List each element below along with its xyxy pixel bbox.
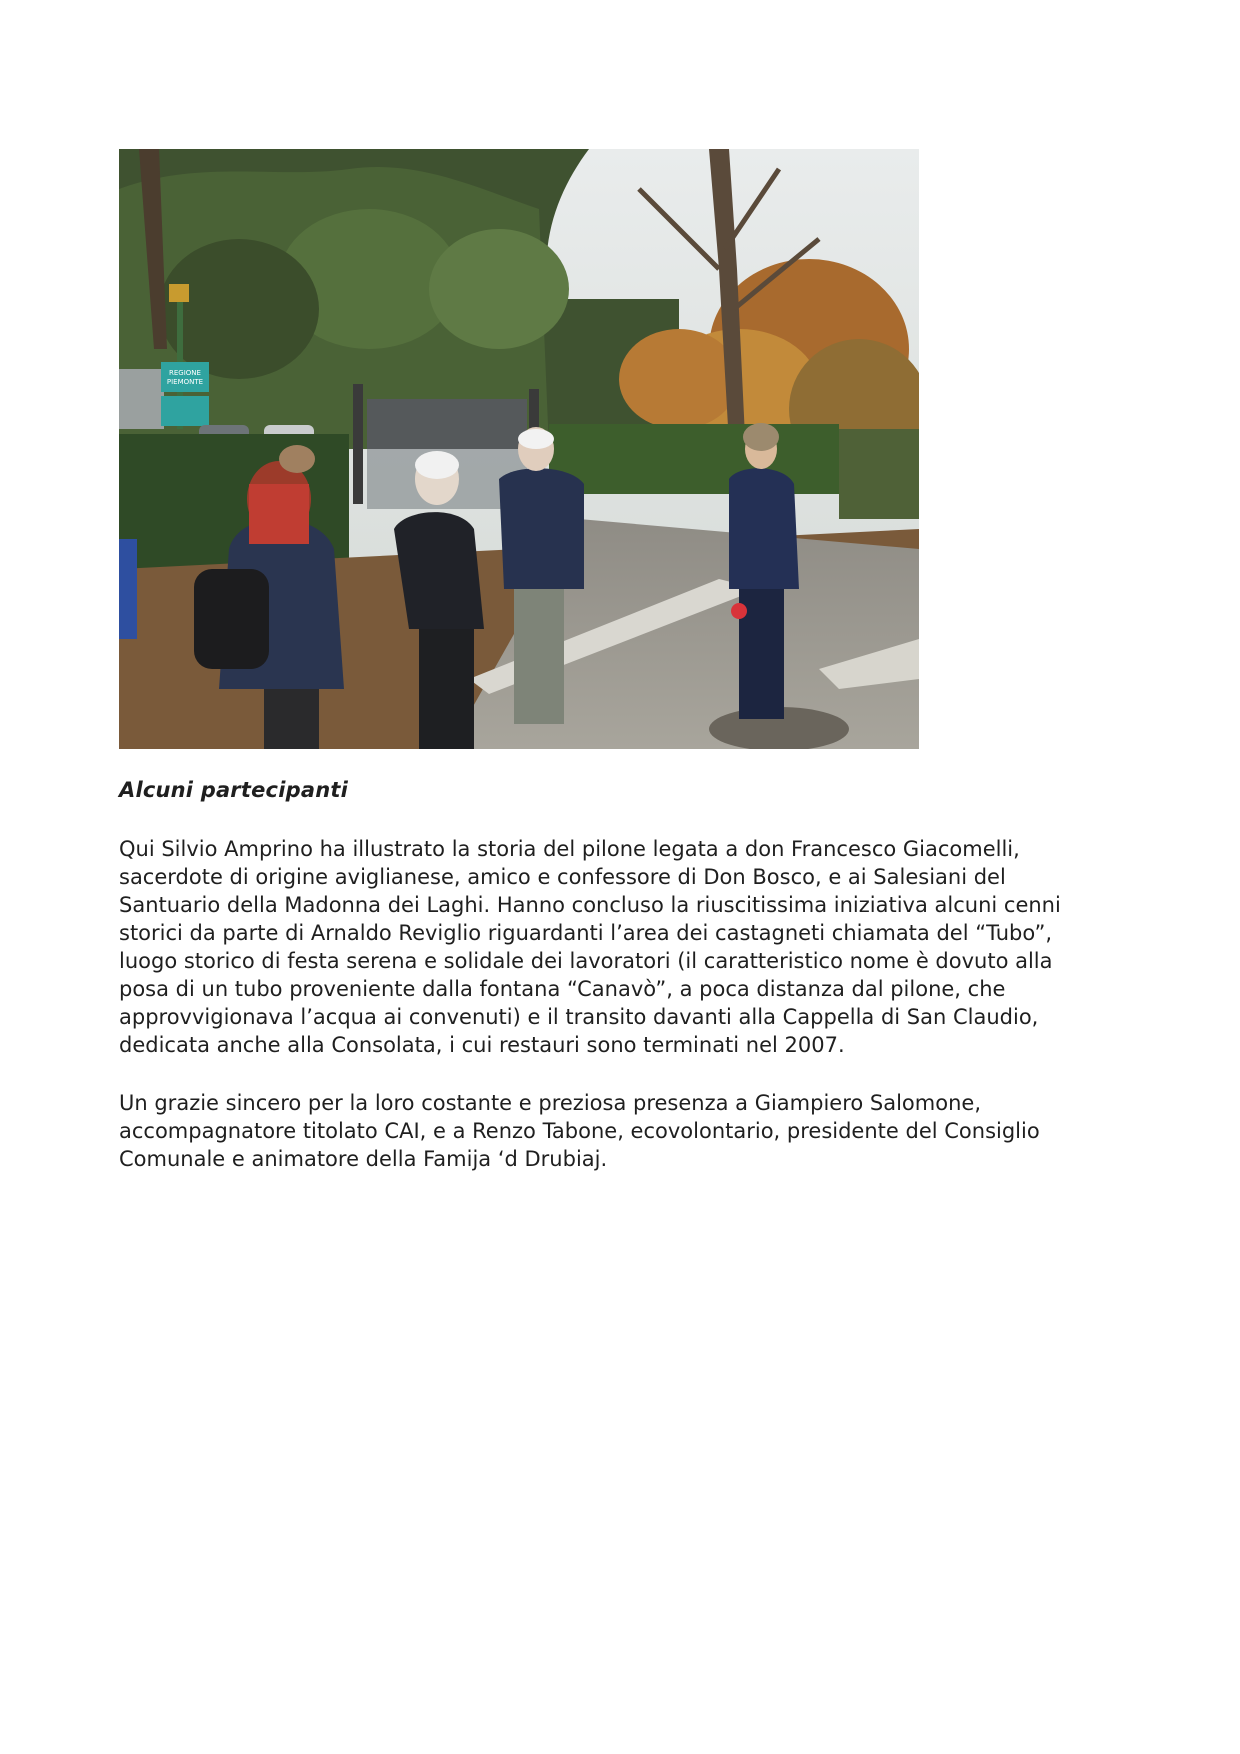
sign-text: PIEMONTE — [166, 378, 204, 386]
group-photo — [119, 149, 919, 749]
photo-caption: Alcuni partecipanti — [119, 778, 348, 802]
body-paragraph: Un grazie sincero per la loro costante e preziosa presenza a Giampiero Salomone, accompagnatore titolato CAI, e a Renzo Tabone, ecovolontario, presidente del Consiglio Comunale e animatore della Famija ‘d Drubiaj. — [119, 1091, 1040, 1171]
body-paragraph: Qui Silvio Amprino ha illustrato la storia del pilone legata a don Francesco Giacomelli, sacerdote di origine aviglianese, amico e confessore di Don Bosco, e ai Salesiani del Santuario della Madonna dei Laghi. Hanno concluso la riuscitissima iniziativa alcuni cenni storici da parte di Arnaldo Reviglio riguardanti l’area dei castagneti chiamata del “Tubo”, luogo storico di festa serena e solidale dei lavoratori (il caratteristico nome è dovuto alla posa di un tubo proveniente dalla fontana “Canavò”, a poca distanza dal pilone, che approvvigionava l’acqua ai convenuti) e il transito davanti alla Cappella di San Claudio, dedicata anche alla Consolata, i cui restauri sono terminati nel 2007. — [119, 837, 1061, 1057]
sign-text: REGIONE — [169, 369, 201, 377]
